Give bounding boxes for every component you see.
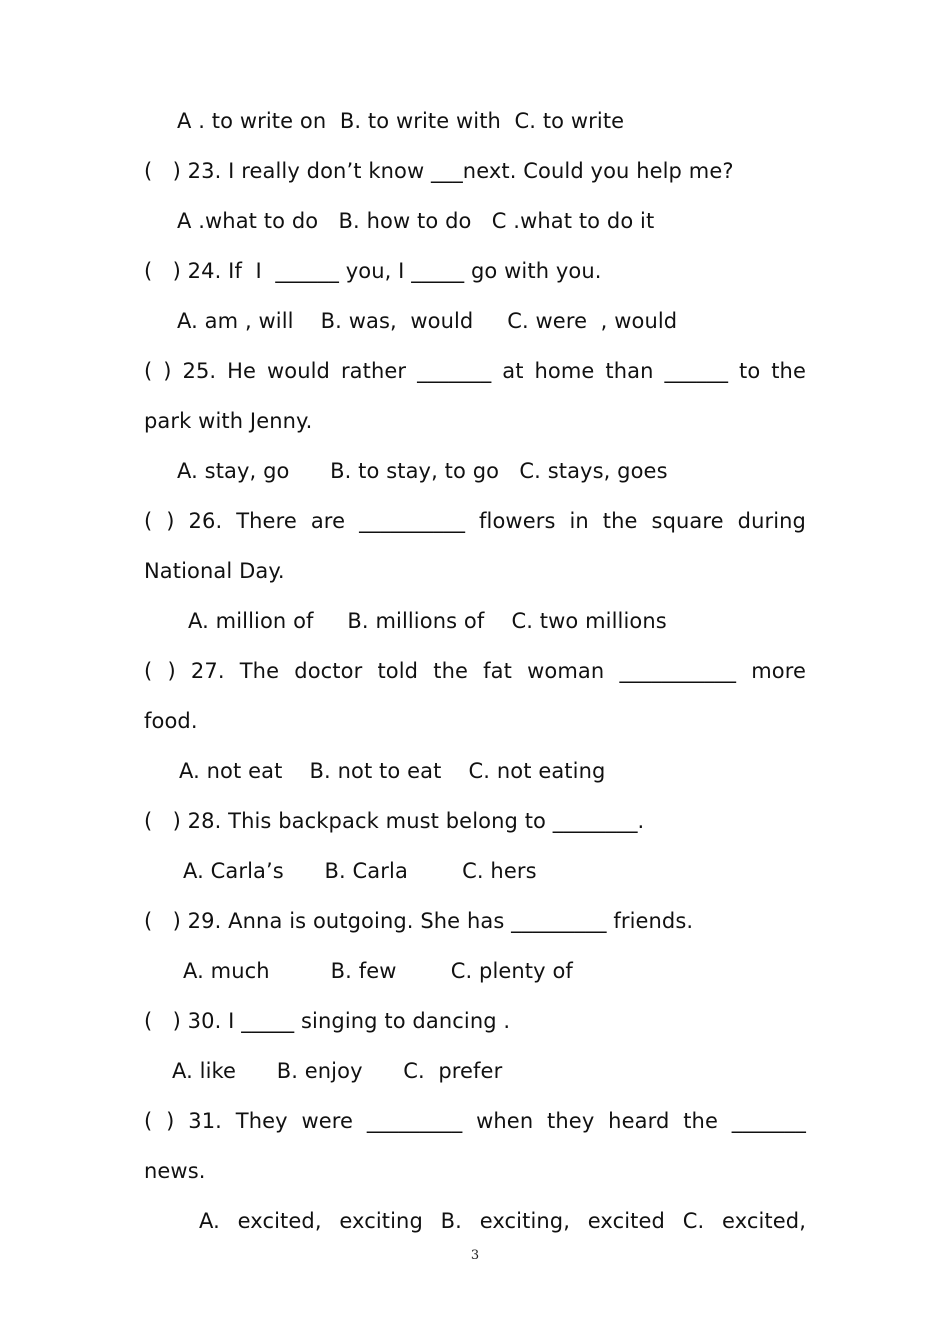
q29-question: ( ) 29. Anna is outgoing. She has _________ friends. <box>144 909 694 933</box>
q31-question-line2: news. <box>144 1159 206 1183</box>
q23-question: ( ) 23. I really don’t know ___next. Could you help me? <box>144 159 734 183</box>
q26-options: A. million of B. millions of C. two millions <box>188 609 667 633</box>
q27-question-line1: ( ) 27. The doctor told the fat woman ___________ more <box>144 659 806 683</box>
q30-options: A. like B. enjoy C. prefer <box>172 1059 503 1083</box>
q23-options: A .what to do B. how to do C .what to do it <box>177 209 655 233</box>
q22-options: A . to write on B. to write with C. to write <box>177 109 625 133</box>
q27-question-line2: food. <box>144 709 198 733</box>
q31-options: A. excited, exciting B. exciting, excited C. excited, <box>199 1209 806 1233</box>
q24-question: ( ) 24. If I ______ you, I _____ go with you. <box>144 259 602 283</box>
q25-question-line2: park with Jenny. <box>144 409 313 433</box>
q25-question-line1: ( ) 25. He would rather _______ at home than ______ to the <box>144 359 806 383</box>
q26-question-line1: ( ) 26. There are __________ flowers in the square during <box>144 509 806 533</box>
q28-options: A. Carla’s B. Carla C. hers <box>183 859 537 883</box>
q27-options: A. not eat B. not to eat C. not eating <box>179 759 606 783</box>
q25-options: A. stay, go B. to stay, to go C. stays, goes <box>177 459 668 483</box>
q31-question-line1: ( ) 31. They were _________ when they heard the _______ <box>144 1109 806 1133</box>
q28-question: ( ) 28. This backpack must belong to ________. <box>144 809 645 833</box>
q30-question: ( ) 30. I _____ singing to dancing . <box>144 1009 511 1033</box>
q29-options: A. much B. few C. plenty of <box>183 959 573 983</box>
q24-options: A. am , will B. was, would C. were , would <box>177 309 678 333</box>
page-number: 3 <box>470 1248 480 1263</box>
q26-question-line2: National Day. <box>144 559 285 583</box>
